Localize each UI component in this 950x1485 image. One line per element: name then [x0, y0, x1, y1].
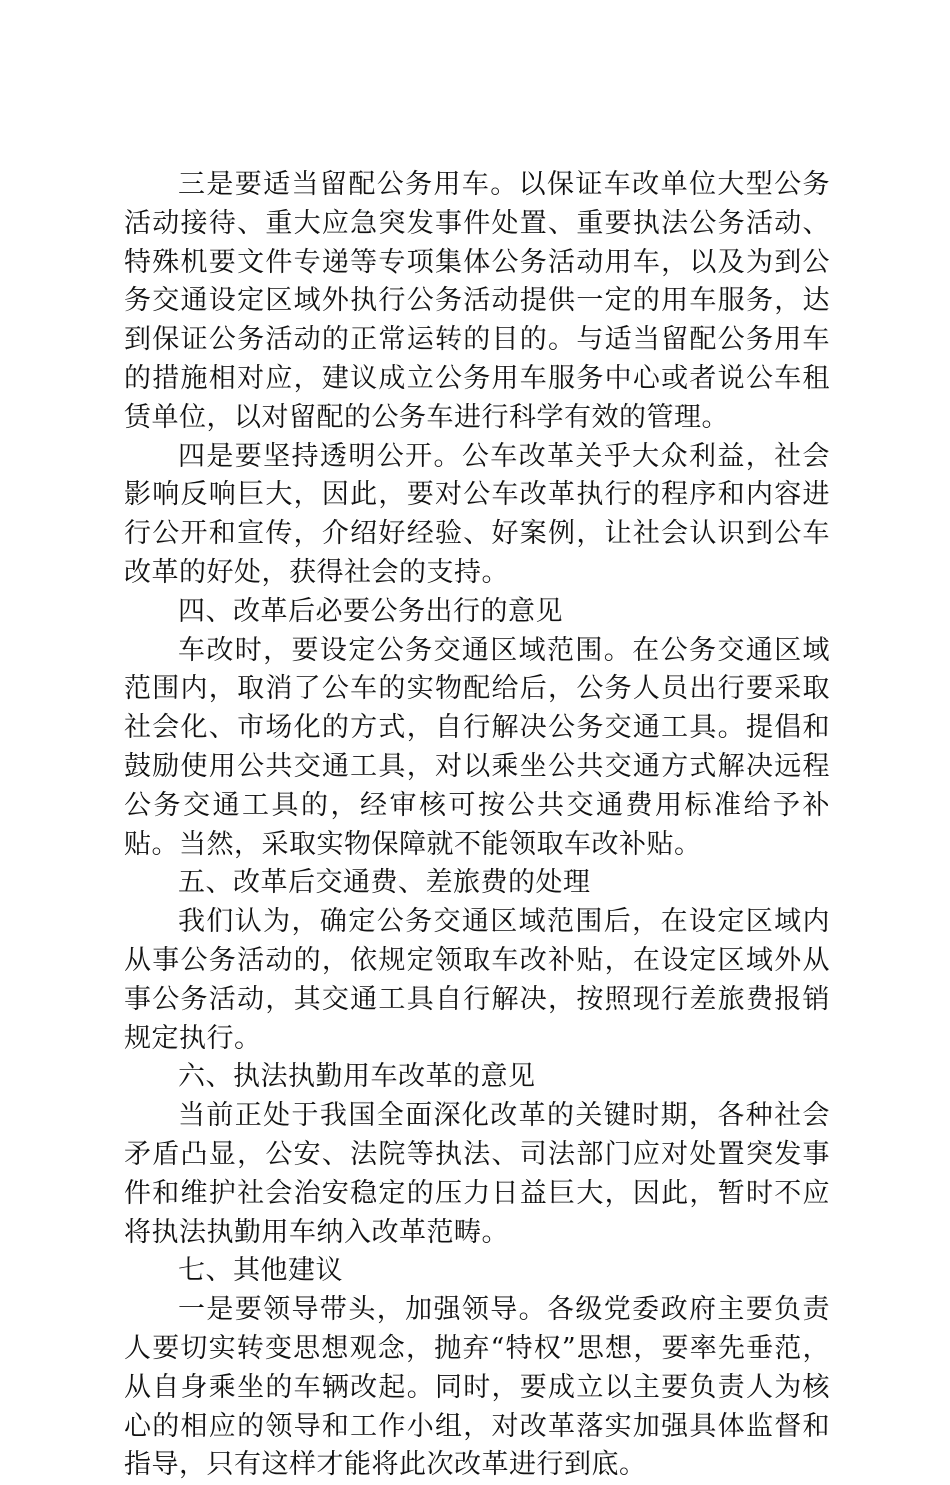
section-heading-law-enforcement-vehicles: 六、执法执勤用车改革的意见	[178, 1061, 536, 1093]
document-body	[124, 166, 830, 1485]
paragraph-law-enforcement-vehicles: 当前正处于我国全面深化改革的关键时期，各种社会矛盾凸显，公安、法院等执法、司法部门应对处置突发事件和维护社会治安稳定的压力日益巨大，因此，暂时不应将执法执勤用车纳入改革范畴。	[124, 1100, 830, 1248]
paragraph-official-travel: 车改时，要设定公务交通区域范围。在公务交通区域范围内，取消了公车的实物配给后，公务人员出行要采取社会化、市场化的方式，自行解决公务交通工具。提倡和鼓励使用公共交通工具，对以乘坐公共交通方式解决远程公务交通工具的，经审核可按公共交通费用标准给予补贴。当然，采取实物保障就不能领取车改补贴。	[124, 634, 830, 860]
section-heading-travel-expenses: 五、改革后交通费、差旅费的处理	[178, 867, 591, 899]
section-heading-official-travel: 四、改革后必要公务出行的意见	[178, 595, 563, 627]
paragraph-retain-official-cars: 三是要适当留配公务用车。以保证车改单位大型公务活动接待、重大应急突发事件处置、重要执法公务活动、特殊机要文件专递等专项集体公务活动用车，以及为到公务交通设定区域外执行公务活动提供一定的用车服务，达到保证公务活动的正常运转的目的。与适当留配公务用车的措施相对应，建议成立公务用车服务中心或者说公车租赁单位，以对留配的公务车进行科学有效的管理。	[124, 169, 830, 433]
paragraph-travel-expenses: 我们认为，确定公务交通区域范围后，在设定区域内从事公务活动的，依规定领取车改补贴，在设定区域外从事公务活动，其交通工具自行解决，按照现行差旅费报销规定执行。	[124, 906, 830, 1054]
paragraph-transparency: 四是要坚持透明公开。公车改革关乎大众利益，社会影响反响巨大，因此，要对公车改革执行的程序和内容进行公开和宣传，介绍好经验、好案例，让社会认识到公车改革的好处，获得社会的支持。	[124, 440, 830, 588]
section-heading-other-suggestions: 七、其他建议	[178, 1255, 343, 1287]
paragraph-leadership: 一是要领导带头，加强领导。各级党委政府主要负责人要切实转变思想观念，抛弃“特权”思想，要率先垂范，从自身乘坐的车辆改起。同时，要成立以主要负责人为核心的相应的领导和工作小组，对改革落实加强具体监督和指导，只有这样才能将此次改革进行到底。	[124, 1294, 830, 1481]
